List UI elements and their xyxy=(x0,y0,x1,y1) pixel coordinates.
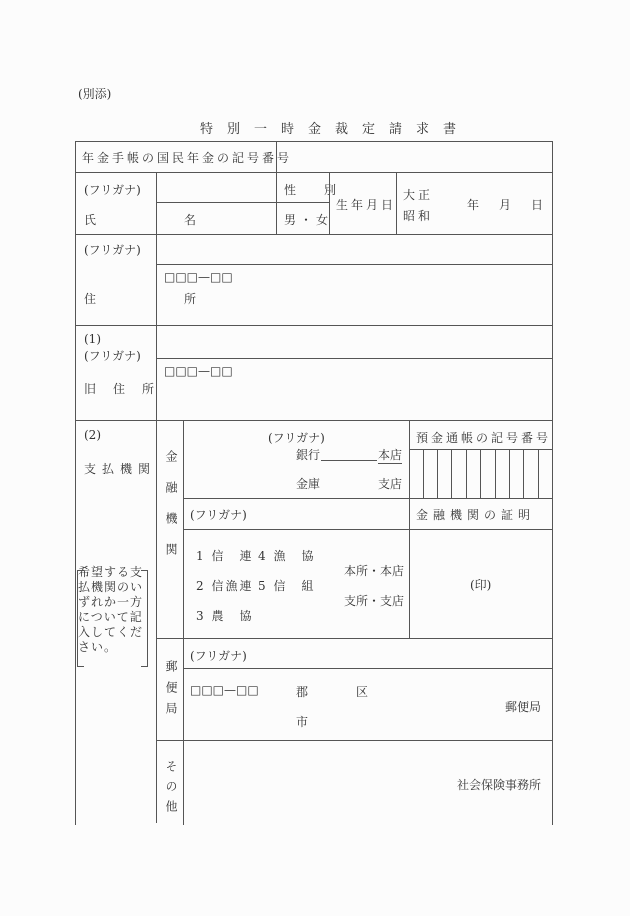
account-number-label: 預金通帳の記号番号 xyxy=(416,431,552,445)
name-furigana-label: (フリガナ) xyxy=(84,183,141,197)
seal-mark: (印) xyxy=(470,578,492,592)
payment-label: 支払機関 xyxy=(84,462,157,476)
former-address-field[interactable] xyxy=(160,382,548,416)
branch-label: 支店 xyxy=(378,477,403,491)
note-bracket-left xyxy=(77,570,84,667)
bank-furigana-label: (フリガナ) xyxy=(268,431,325,445)
financial-furigana-label: (フリガナ) xyxy=(190,508,247,522)
former-address-postal-code[interactable]: □□□—□□ xyxy=(164,364,233,378)
former-address-number: (1) xyxy=(84,332,101,346)
address-label: 住 所 xyxy=(84,292,235,306)
payment-number: (2) xyxy=(84,428,101,442)
dob-ymd: 年 月 日 xyxy=(467,198,548,212)
note-bracket-right xyxy=(141,570,148,667)
form-title: 特別一時金裁定請求書 xyxy=(200,122,471,137)
dob-label: 生年月日 xyxy=(336,198,397,212)
type-shingyoren[interactable]: 2 信漁連 xyxy=(196,579,254,593)
bank-name-field[interactable] xyxy=(321,446,377,461)
post-furigana-label: (フリガナ) xyxy=(190,649,247,663)
name-furigana-field[interactable] xyxy=(160,176,272,200)
office-head-option[interactable]: 本所・本店 xyxy=(344,564,405,578)
address-furigana-label: (フリガナ) xyxy=(84,243,141,257)
payment-note: 希望する支払機関のいずれか一方について記入してください。 xyxy=(78,565,144,654)
former-address-label: 旧住所 xyxy=(84,382,172,396)
type-gyokyo[interactable]: 4 漁 協 xyxy=(258,549,316,563)
gun-label: 郡 xyxy=(296,685,309,699)
era-taisho[interactable]: 大正 xyxy=(403,188,434,202)
financial-side-label: 金融機関 xyxy=(164,450,178,574)
shinkin-label: 金庫 xyxy=(296,477,321,491)
office-branch-option[interactable]: 支所・支店 xyxy=(344,594,405,608)
shi-label: 市 xyxy=(296,715,309,729)
post-postal-code[interactable]: □□□—□□ xyxy=(190,683,259,697)
type-nokyo[interactable]: 3 農 協 xyxy=(196,609,254,623)
address-field[interactable] xyxy=(160,288,548,322)
head-office-label: 本店 xyxy=(378,448,403,462)
gender-label: 性 別 xyxy=(284,183,345,197)
post-side-label: 郵便局 xyxy=(164,660,178,723)
type-shinren[interactable]: 1 信 連 xyxy=(196,549,254,563)
former-address-furigana-label: (フリガナ) xyxy=(84,349,141,363)
type-shinkumi[interactable]: 5 信 組 xyxy=(258,579,316,593)
pension-number-field[interactable] xyxy=(280,144,548,169)
post-office-suffix: 郵便局 xyxy=(505,700,542,714)
address-postal-code[interactable]: □□□—□□ xyxy=(164,270,233,284)
certification-label: 金融機関の証明 xyxy=(416,508,536,522)
annex-label: (別添) xyxy=(78,87,112,101)
other-field[interactable] xyxy=(188,745,548,823)
ku-label: 区 xyxy=(356,685,369,699)
bank-label: 銀行 xyxy=(296,448,321,462)
pension-number-label: 年金手帳の国民年金の記号番号 xyxy=(82,151,293,165)
gender-options[interactable]: 男・女 xyxy=(284,213,333,227)
social-insurance-office-suffix: 社会保険事務所 xyxy=(457,778,542,792)
name-label: 氏 名 xyxy=(84,213,235,227)
era-showa[interactable]: 昭和 xyxy=(403,209,434,223)
other-side-label: その他 xyxy=(164,760,178,820)
former-address-furigana-field[interactable] xyxy=(160,328,548,356)
address-furigana-field[interactable] xyxy=(160,238,548,262)
account-number-cells[interactable] xyxy=(410,450,552,498)
name-field[interactable] xyxy=(160,205,272,231)
